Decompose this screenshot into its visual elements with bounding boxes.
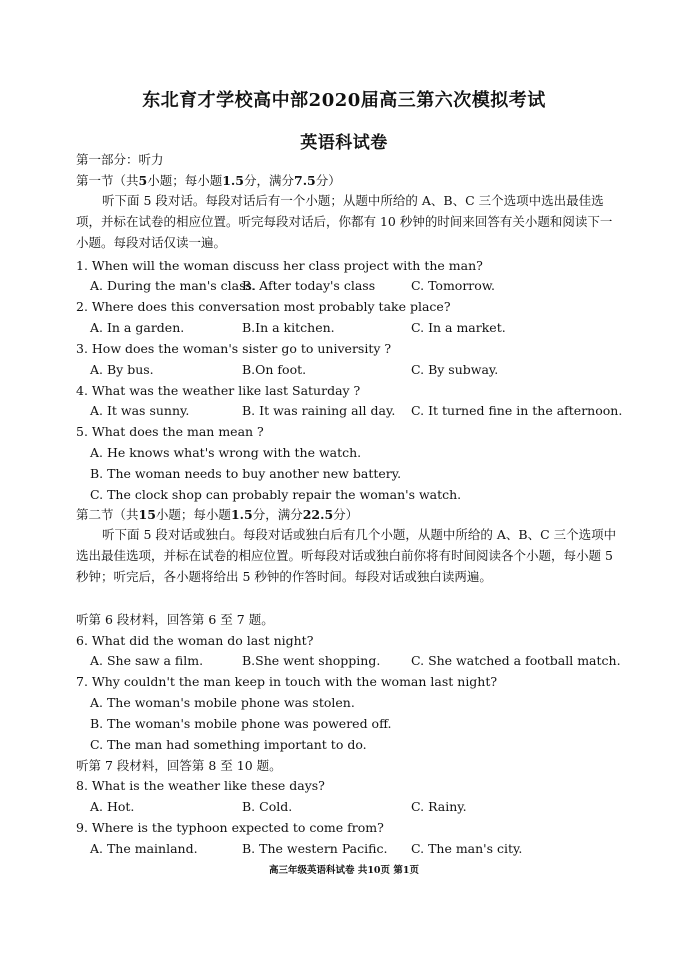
question-4-option-b: B. It was raining all day. <box>242 403 396 418</box>
exam-subtitle: 英语科试卷 <box>300 133 388 153</box>
section2-heading-post: 分） <box>333 507 359 522</box>
question-4-option-c: C. It turned fine in the afternoon. <box>411 403 623 418</box>
question-6-option-c: C. She watched a football match. <box>411 653 621 668</box>
part1-label: 第一部分：听力 <box>76 152 164 167</box>
question-1-stem: 1. When will the woman discuss her class project with the man? <box>76 258 483 273</box>
question-7-option-a: A. The woman's mobile phone was stolen. <box>90 695 355 710</box>
section2-heading-mid2: 分，满分 <box>252 507 303 522</box>
section1-heading-total: 7.5 <box>294 173 316 188</box>
question-4-option-a: A. It was sunny. <box>90 403 190 418</box>
question-3-option-a: A. By bus. <box>90 362 154 377</box>
question-8-option-c: C. Rainy. <box>411 799 467 814</box>
section2-heading-n: 15 <box>138 507 156 522</box>
question-7-option-c: C. The man had something important to do. <box>90 737 367 752</box>
question-6-stem: 6. What did the woman do last night? <box>76 633 314 648</box>
section2-heading-pre: 第二节（共 <box>76 507 139 522</box>
question-5-option-a: A. He knows what's wrong with the watch. <box>90 445 362 460</box>
question-7-option-b: B. The woman's mobile phone was powered off. <box>90 716 392 731</box>
question-1-option-c: C. Tomorrow. <box>411 278 496 293</box>
question-4-stem: 4. What was the weather like last Saturday ? <box>76 383 361 398</box>
question-1-option-a: A. During the man's class. <box>90 278 256 293</box>
question-9-option-b: B. The western Pacific. <box>242 841 388 856</box>
section1-heading-pre: 第一节（共 <box>76 173 139 188</box>
question-2-stem: 2. Where does this conversation most probably take place? <box>76 299 451 314</box>
question-3-stem: 3. How does the woman's sister go to university ? <box>76 341 392 356</box>
section1-heading-mid2: 分，满分 <box>243 173 294 188</box>
question-9-stem: 9. Where is the typhoon expected to come from? <box>76 820 384 835</box>
section2-heading-total: 22.5 <box>302 507 334 522</box>
exam-title: 东北育才学校高中部2020届高三第六次模拟考试 <box>142 90 546 111</box>
section2-instructions: 听下面 5 段对话或独白。每段对话或独白后有几个小题，从题中所给的 A、B、C 三个选项中选出最佳选项，并标在试卷的相应位置。听每段对话或独白前你将有时间阅读各个小题，每小题 5 秒钟；听完后，各小题将给出 5 秒钟的作答时间。每段对话或独白读两遍。 <box>76 527 617 584</box>
page-footer: 高三年级英语科试卷 共10页 第1页 <box>269 865 419 876</box>
section1-heading-pts: 1.5 <box>222 173 244 188</box>
question-5-option-c: C. The clock shop can probably repair the woman's watch. <box>90 487 462 502</box>
question-8-stem: 8. What is the weather like these days? <box>76 778 325 793</box>
question-9-option-c: C. The man's city. <box>411 841 523 856</box>
section2-heading-pts: 1.5 <box>230 507 253 522</box>
question-2-option-c: C. In a market. <box>411 320 506 335</box>
question-7-stem: 7. Why couldn't the man keep in touch with the woman last night? <box>76 674 498 689</box>
question-6-option-a: A. She saw a film. <box>90 653 204 668</box>
section1-heading <box>76 171 636 191</box>
section1-heading-post: 分） <box>315 173 341 188</box>
question-5-option-b: B. The woman needs to buy another new battery. <box>90 466 402 481</box>
question-2-option-a: A. In a garden. <box>90 320 185 335</box>
question-6-option-b: B.She went shopping. <box>242 653 381 668</box>
section1-instructions: 听下面 5 段对话。每段对话后有一个小题；从题中所给的 A、B、C 三个选项中选出最佳选项，并标在试卷的相应位置。听完每段对话后，你都有 10 秒钟的时间来回答有关小题和阅读下一小题。每段对话仅读一遍。 <box>76 193 613 250</box>
section1-heading-n: 5 <box>138 173 148 188</box>
question-9-option-a: A. The mainland. <box>90 841 198 856</box>
section1-heading-mid1: 小题；每小题 <box>147 173 223 188</box>
section2-heading-mid1: 小题；每小题 <box>155 507 231 522</box>
question-1-option-b: B. After today's class <box>242 278 376 293</box>
question-5-stem: 5. What does the man mean ? <box>76 424 264 439</box>
section2-heading <box>76 505 636 525</box>
material-6-note: 听第 6 段材料，回答第 6 至 7 题。 <box>76 612 274 627</box>
material-7-note: 听第 7 段材料，回答第 8 至 10 题。 <box>76 758 282 773</box>
question-3-option-c: C. By subway. <box>411 362 499 377</box>
question-3-option-b: B.On foot. <box>242 362 307 377</box>
question-8-option-b: B. Cold. <box>242 799 293 814</box>
question-8-option-a: A. Hot. <box>90 799 135 814</box>
question-2-option-b: B.In a kitchen. <box>242 320 335 335</box>
